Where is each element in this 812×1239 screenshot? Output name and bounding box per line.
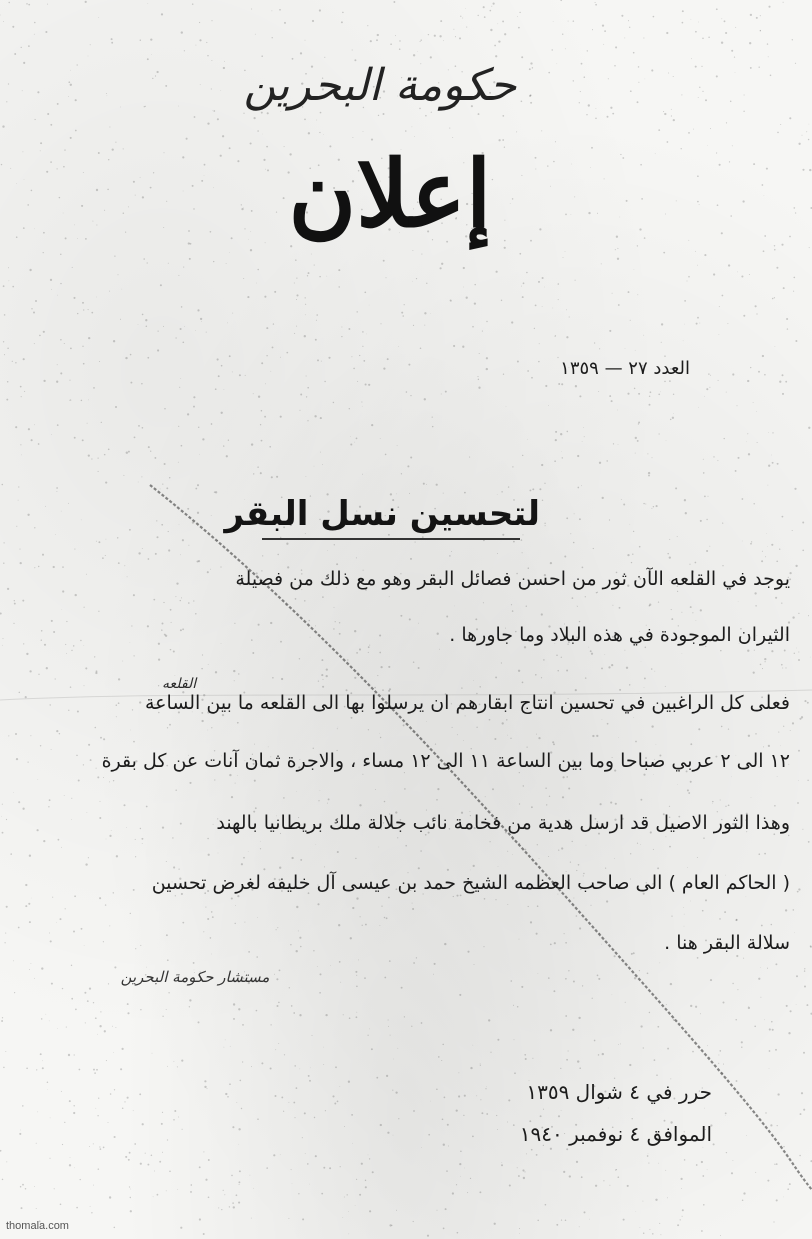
body-line: سلالة البقر هنا . xyxy=(664,932,790,954)
body-line: الثيران الموجودة في هذه البلاد وما جاورها . xyxy=(449,624,790,646)
date-hijri: حرر في ٤ شوال ١٣٥٩ xyxy=(526,1080,712,1104)
date-gregorian: الموافق ٤ نوفمبر ١٩٤٠ xyxy=(519,1122,712,1146)
signature: مستشار حكومة البحرين xyxy=(120,968,270,986)
watermark: thomala.com xyxy=(6,1220,69,1232)
announcement-title: إعلان xyxy=(288,140,492,248)
announcement-subject: لتحسين نسل البقر xyxy=(224,494,540,534)
body-line: ١٢ الى ٢ عربي صباحا وما بين الساعة ١١ الى ١٢ مساء ، والاجرة ثمان آنات عن كل بقرة xyxy=(101,750,790,772)
handwritten-correction: القلعه xyxy=(162,676,197,692)
government-header: حكومة البحرين xyxy=(243,60,517,111)
announcement-number: العدد ٢٧ — ١٣٥٩ xyxy=(560,358,690,379)
body-line: ( الحاكم العام ) الى صاحب العظمه الشيخ حمد بن عيسى آل خليفه لغرض تحسين xyxy=(151,872,790,894)
subject-underline xyxy=(262,538,520,540)
body-line: يوجد في القلعه الآن ثور من احسن فصائل البقر وهو مع ذلك من فصيلة xyxy=(235,568,790,590)
body-line: فعلى كل الراغبين في تحسين انتاج ابقارهم ان يرسلوا بها الى القلعه ما بين الساعة xyxy=(145,692,790,714)
body-line: وهذا الثور الاصيل قد ارسل هدية من فخامة نائب جلالة ملك بريطانيا بالهند xyxy=(216,812,790,834)
